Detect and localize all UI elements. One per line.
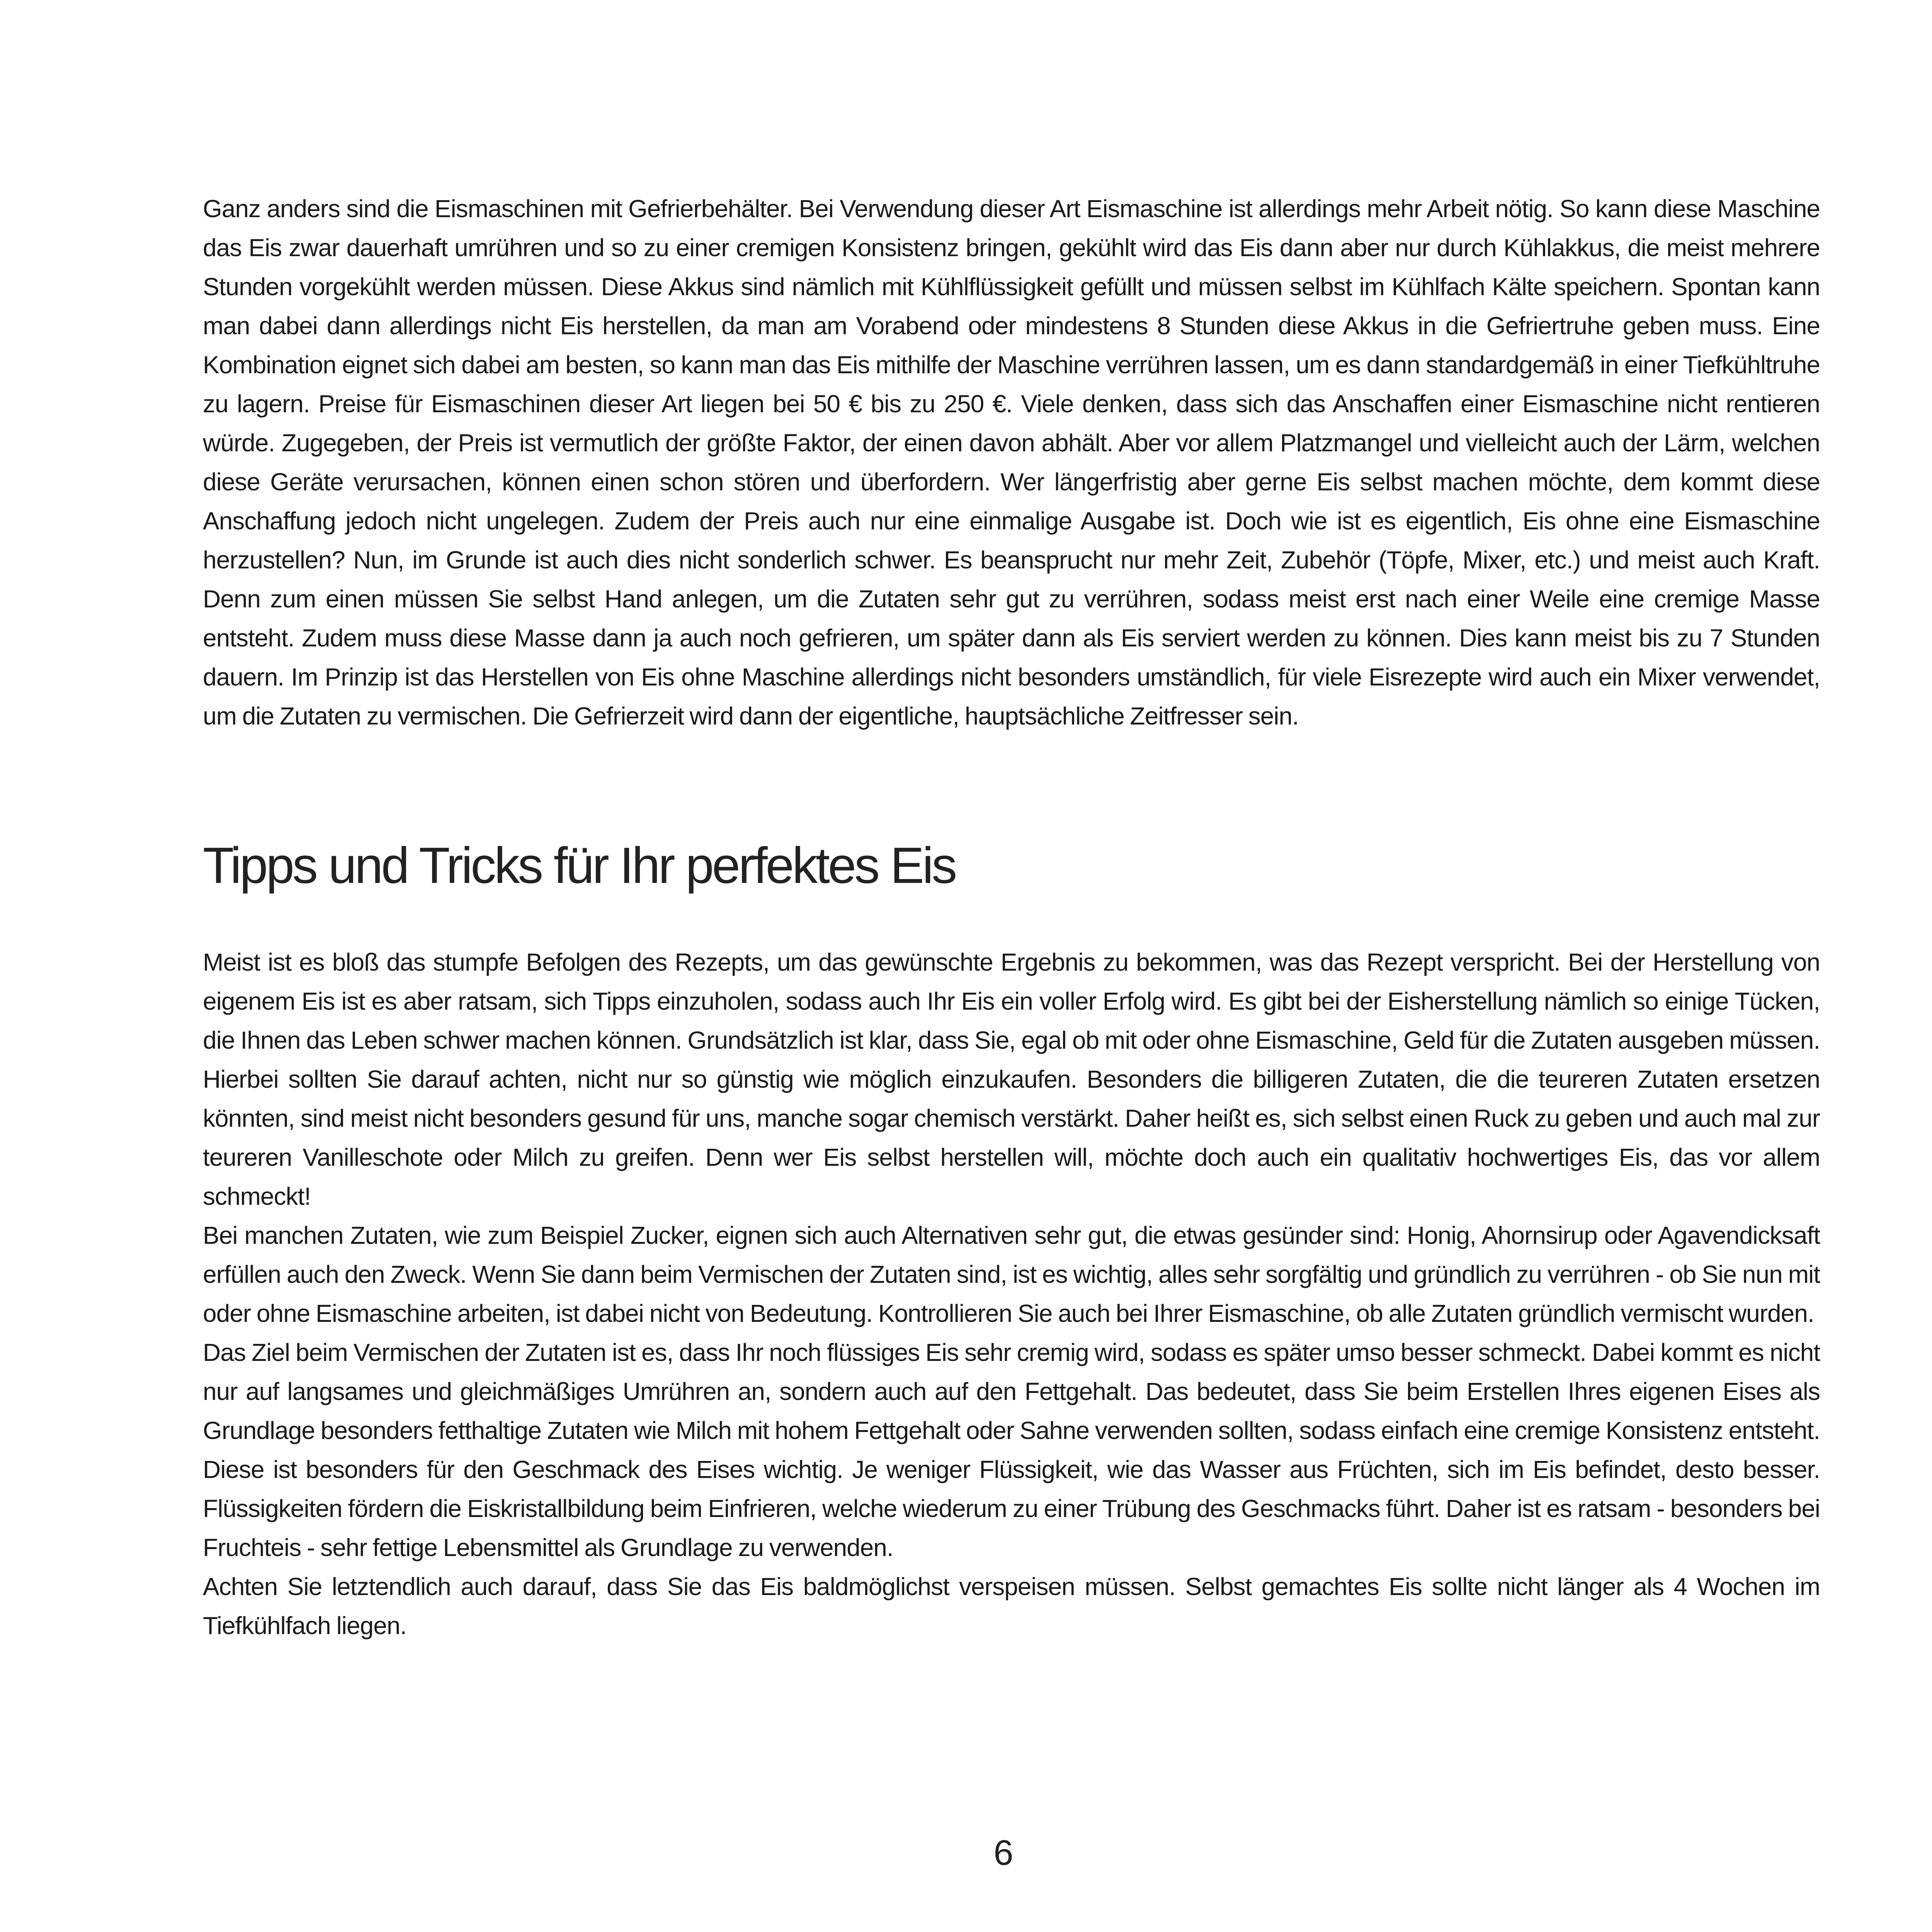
intro-section	[203, 189, 1820, 736]
intro-paragraph: Ganz anders sind die Eismaschinen mit Gefrierbehälter. Bei Verwendung dieser Art Eismaschine ist allerdings mehr Arbeit nötig. So kann diese Maschine das Eis zwar dauerhaft umrühren und so zu einer cremigen Konsistenz bringen, gekühlt wird das Eis dann aber nur durch Kühlakkus, die meist mehrere Stunden vorgekühlt werden müssen. Diese Akkus sind nämlich mit Kühlflüssigkeit gefüllt und müssen selbst im Kühlfach Kälte speichern. Spontan kann man dabei dann allerdings nicht Eis herstellen, da man am Vorabend oder mindestens 8 Stunden diese Akkus in die Gefriertruhe geben muss. Eine Kombination eignet sich dabei am besten, so kann man das Eis mithilfe der Maschine verrühren lassen, um es dann standardgemäß in einer Tiefkühltruhe zu lagern. Preise für Eismaschinen dieser Art liegen bei 50 € bis zu 250 €. Viele denken, dass sich das Anschaffen einer Eismaschine nicht rentieren würde. Zugegeben, der Preis ist vermutlich der größte Faktor, der einen davon abhält. Aber vor allem Platzmangel und vielleicht auch der Lärm, welchen diese Geräte verursachen, können einen schon stören und überfordern. Wer längerfristig aber gerne Eis selbst machen möchte, dem kommt diese Anschaffung jedoch nicht ungelegen. Zudem der Preis auch nur eine einmalige Ausgabe ist. Doch wie ist es eigentlich, Eis ohne eine Eismaschine herzustellen? Nun, im Grunde ist auch dies nicht sonderlich schwer. Es beansprucht nur mehr Zeit, Zubehör (Töpfe, Mixer, etc.) und meist auch Kraft. Denn zum einen müssen Sie selbst Hand anlegen, um die Zutaten sehr gut zu verrühren, sodass meist erst nach einer Weile eine cremige Masse entsteht. Zudem muss diese Masse dann ja auch noch gefrieren, um später dann als Eis serviert werden zu können. Dies kann meist bis zu 7 Stunden dauern. Im Prinzip ist das Herstellen von Eis ohne Maschine allerdings nicht besonders umständlich, für viele Eisrezepte wird auch ein Mixer verwendet, um die Zutaten zu vermischen. Die Gefrierzeit wird dann der eigentliche, hauptsächliche Zeitfresser sein.	[203, 195, 1820, 730]
tips-paragraph-2: Bei manchen Zutaten, wie zum Beispiel Zucker, eignen sich auch Alternativen sehr gut, die etwas gesünder sind: Honig, Ahornsirup oder Agavendicksaft erfüllen auch den Zweck. Wenn Sie dann beim Vermischen der Zutaten sind, ist es wichtig, alles sehr sorgfältig und gründlich zu verrühren - ob Sie nun mit oder ohne Eismaschine arbeiten, ist dabei nicht von Bedeutung. Kontrollieren Sie auch bei Ihrer Eismaschine, ob alle Zutaten gründlich vermischt wurden.	[203, 1221, 1820, 1327]
section-heading: Tipps und Tricks für Ihr perfektes Eis	[203, 837, 956, 894]
tips-paragraph-1: Meist ist es bloß das stumpfe Befolgen des Rezepts, um das gewünschte Ergebnis zu bekommen, was das Rezept verspricht. Bei der Herstellung von eigenem Eis ist es aber ratsam, sich Tipps einzuholen, sodass auch Ihr Eis ein voller Erfolg wird. Es gibt bei der Eisherstellung nämlich so einige Tücken, die Ihnen das Leben schwer machen können. Grundsätzlich ist klar, dass Sie, egal ob mit oder ohne Eismaschine, Geld für die Zutaten ausgeben müssen. Hierbei sollten Sie darauf achten, nicht nur so günstig wie möglich einzukaufen. Besonders die billigeren Zutaten, die die teureren Zutaten ersetzen könnten, sind meist nicht besonders gesund für uns, manche sogar chemisch verstärkt. Daher heißt es, sich selbst einen Ruck zu geben und auch mal zur teureren Vanilleschote oder Milch zu greifen. Denn wer Eis selbst herstellen will, möchte doch auch ein qualitativ hochwertiges Eis, das vor allem schmeckt!	[203, 948, 1820, 1210]
page-number: 6	[993, 1833, 1014, 1872]
tips-section	[203, 943, 1820, 1645]
tips-paragraph-3: Das Ziel beim Vermischen der Zutaten ist es, dass Ihr noch flüssiges Eis sehr cremig wird, sodass es später umso besser schmeckt. Dabei kommt es nicht nur auf langsames und gleichmäßiges Umrühren an, sondern auch auf den Fettgehalt. Das bedeutet, dass Sie beim Erstellen Ihres eigenen Eises als Grundlage besonders fetthaltige Zutaten wie Milch mit hohem Fettgehalt oder Sahne verwenden sollten, sodass einfach eine cremige Konsistenz entsteht. Diese ist besonders für den Geschmack des Eises wichtig. Je weniger Flüssigkeit, wie das Wasser aus Früchten, sich im Eis befindet, desto besser. Flüssigkeiten fördern die Eiskristallbildung beim Einfrieren, welche wiederum zu einer Trübung des Geschmacks führt. Daher ist es ratsam - besonders bei Fruchteis - sehr fettige Lebensmittel als Grundlage zu verwenden.	[203, 1338, 1820, 1561]
tips-paragraph-4: Achten Sie letztendlich auch darauf, dass Sie das Eis baldmöglichst verspeisen müssen. Selbst gemachtes Eis sollte nicht länger als 4 Wochen im Tiefkühlfach liegen.	[203, 1573, 1820, 1639]
